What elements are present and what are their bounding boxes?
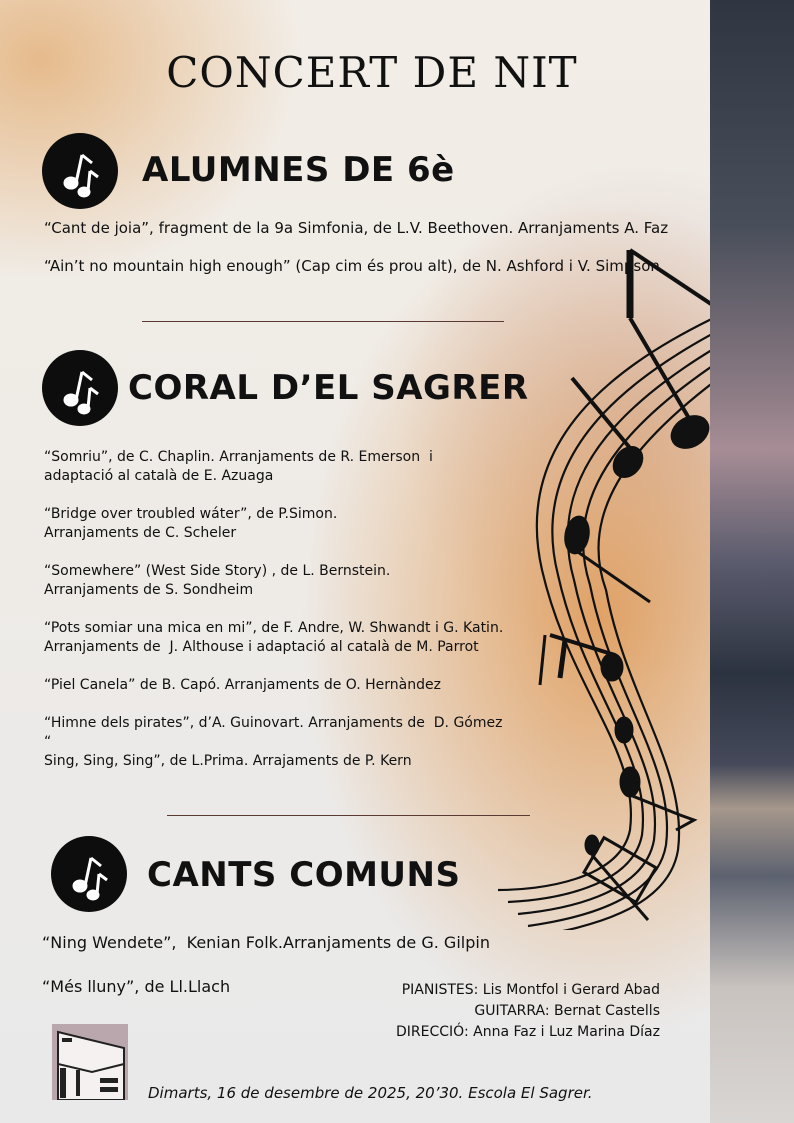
music-notes-icon xyxy=(51,836,127,912)
program-item: adaptació al català de E. Azuaga xyxy=(44,468,274,484)
program-item: Arranjaments de S. Sondheim xyxy=(44,582,254,598)
program-item: “Piel Canela” de B. Capó. Arranjaments de O. Hernàndez xyxy=(44,677,441,693)
event-date: Dimarts, 16 de desembre de 2025, 20’30. Escola El Sagrer. xyxy=(148,1084,593,1102)
program-item: “Ain’t no mountain high enough” (Cap cim és prou alt), de N. Ashford i V. Simpson xyxy=(44,257,660,275)
credit-guitarra: GUITARRA: Bernat Castells xyxy=(474,1003,660,1019)
divider xyxy=(167,815,530,816)
musical-staff-notes-icon xyxy=(480,230,710,930)
credit-direccio: DIRECCIÓ: Anna Faz i Luz Marina Díaz xyxy=(396,1024,660,1040)
program-item: “Pots somiar una mica en mi”, de F. Andre, W. Shwandt i G. Katin. xyxy=(44,620,504,636)
school-building-logo-icon xyxy=(52,1024,128,1100)
night-sky-strip xyxy=(710,0,794,1123)
program-item: “Himne dels pirates”, d’A. Guinovart. Arranjaments de D. Gómez xyxy=(44,715,503,731)
program-item: “Somewhere” (West Side Story) , de L. Bernstein. xyxy=(44,563,391,579)
program-item: “Més lluny”, de Ll.Llach xyxy=(42,977,231,996)
section-heading-cants: CANTS COMUNS xyxy=(147,855,461,895)
music-notes-icon xyxy=(42,350,118,426)
credits xyxy=(360,980,660,1043)
divider xyxy=(142,321,504,322)
credit-pianistes: PIANISTES: Lis Montfol i Gerard Abad xyxy=(401,982,660,998)
program-item: “Cant de joia”, fragment de la 9a Simfonia, de L.V. Beethoven. Arranjaments A. Faz xyxy=(44,219,669,237)
program-item: “Ning Wendete”, Kenian Folk.Arranjaments de G. Gilpin xyxy=(42,933,490,952)
page-title: CONCERT DE NIT xyxy=(166,48,578,97)
section-heading-coral: CORAL D’EL SAGRER xyxy=(128,368,529,408)
program-item: “Bridge over troubled wáter”, de P.Simon. xyxy=(44,506,338,522)
program-item: “ xyxy=(44,734,52,750)
program-item: Arranjaments de J. Althouse i adaptació al català de M. Parrot xyxy=(44,639,479,655)
program-item: Arranjaments de C. Scheler xyxy=(44,525,237,541)
program-item: Sing, Sing, Sing”, de L.Prima. Arrajaments de P. Kern xyxy=(44,753,412,769)
music-notes-icon xyxy=(42,133,118,209)
program-item: “Somriu”, de C. Chaplin. Arranjaments de R. Emerson i xyxy=(44,449,433,465)
section-heading-alumnes: ALUMNES DE 6è xyxy=(142,150,455,190)
